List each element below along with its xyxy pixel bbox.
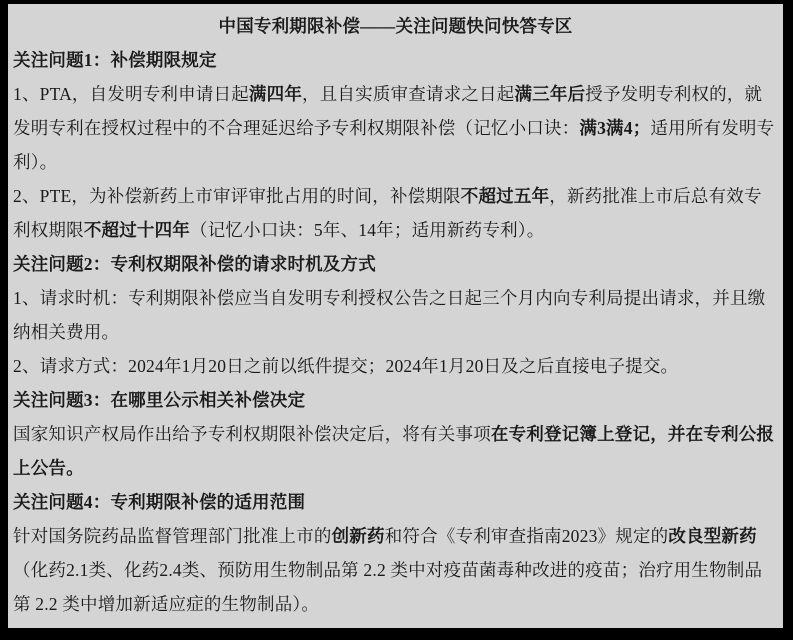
section-heading: 关注问题1：补偿期限规定 [13,50,217,70]
paragraph [13,179,778,247]
text-run: 2、请求方式：2024年1月20日之前以纸件提交；2024年1月20日及之后直接电子提交。 [13,356,679,376]
text-run: 在专利登记簿上登记，并在专利公报上公告。 [13,424,775,478]
text-run: 满三年后 [514,84,586,104]
text-run: 改良型新药 [668,526,757,546]
document-content [13,43,778,621]
text-run: 国家知识产权局作出给予专利权期限补偿决定后，将有关事项 [13,424,491,444]
paragraph [13,77,778,179]
text-run: 满3满4； [579,118,651,138]
text-run: 2、PTE，为补偿新药上市审评审批占用的时间，补偿期限 [13,186,461,206]
text-run: 1、PTA，自发明专利申请日起 [13,84,249,104]
paragraph [13,417,778,485]
text-run: （记忆小口诀：5年、14年；适用新药专利）。 [190,220,545,240]
document-title: 中国专利期限补偿——关注问题快问快答专区 [218,16,573,36]
text-run: 和符合《专利审查指南2023》规定的 [384,526,669,546]
text-run: 1、请求时机：专利期限补偿应当自发明专利授权公告之日起三个月内向专利局提出请求，并且缴纳相关费用。 [13,288,766,342]
text-run: 针对国务院药品监督管理部门批准上市的 [13,526,332,546]
text-run: 满四年 [248,84,303,104]
section-heading: 关注问题4：专利期限补偿的适用范围 [13,492,306,512]
text-run: 创新药 [331,526,385,546]
paragraph [13,519,778,621]
text-run: ，新药批准上市后总有效专利权期限 [13,186,762,240]
text-run: ，且自实质审查请求之日起 [302,84,515,104]
paragraph [13,281,778,349]
section-heading: 关注问题3：在哪里公示相关补偿决定 [13,390,306,410]
text-run: （化药2.1类、化药2.4类、预防用生物制品第 2.2 类中对疫苗菌毒种改进的疫苗；治疗用生物制品第 2.2 类中增加新适应症的生物制品）。 [13,560,763,614]
text-run: 不超过十四年 [83,220,191,240]
text-run: 授予发明专利权的，就发明专利在授权过程中的不合理延迟给予专利权期限补偿（记忆小口诀： [13,84,763,138]
section-heading: 关注问题2：专利权期限补偿的请求时机及方式 [13,254,376,274]
text-run: 不超过五年 [460,186,550,206]
paragraph [13,349,778,383]
text-run: 适用所有发明专利）。 [13,118,775,172]
